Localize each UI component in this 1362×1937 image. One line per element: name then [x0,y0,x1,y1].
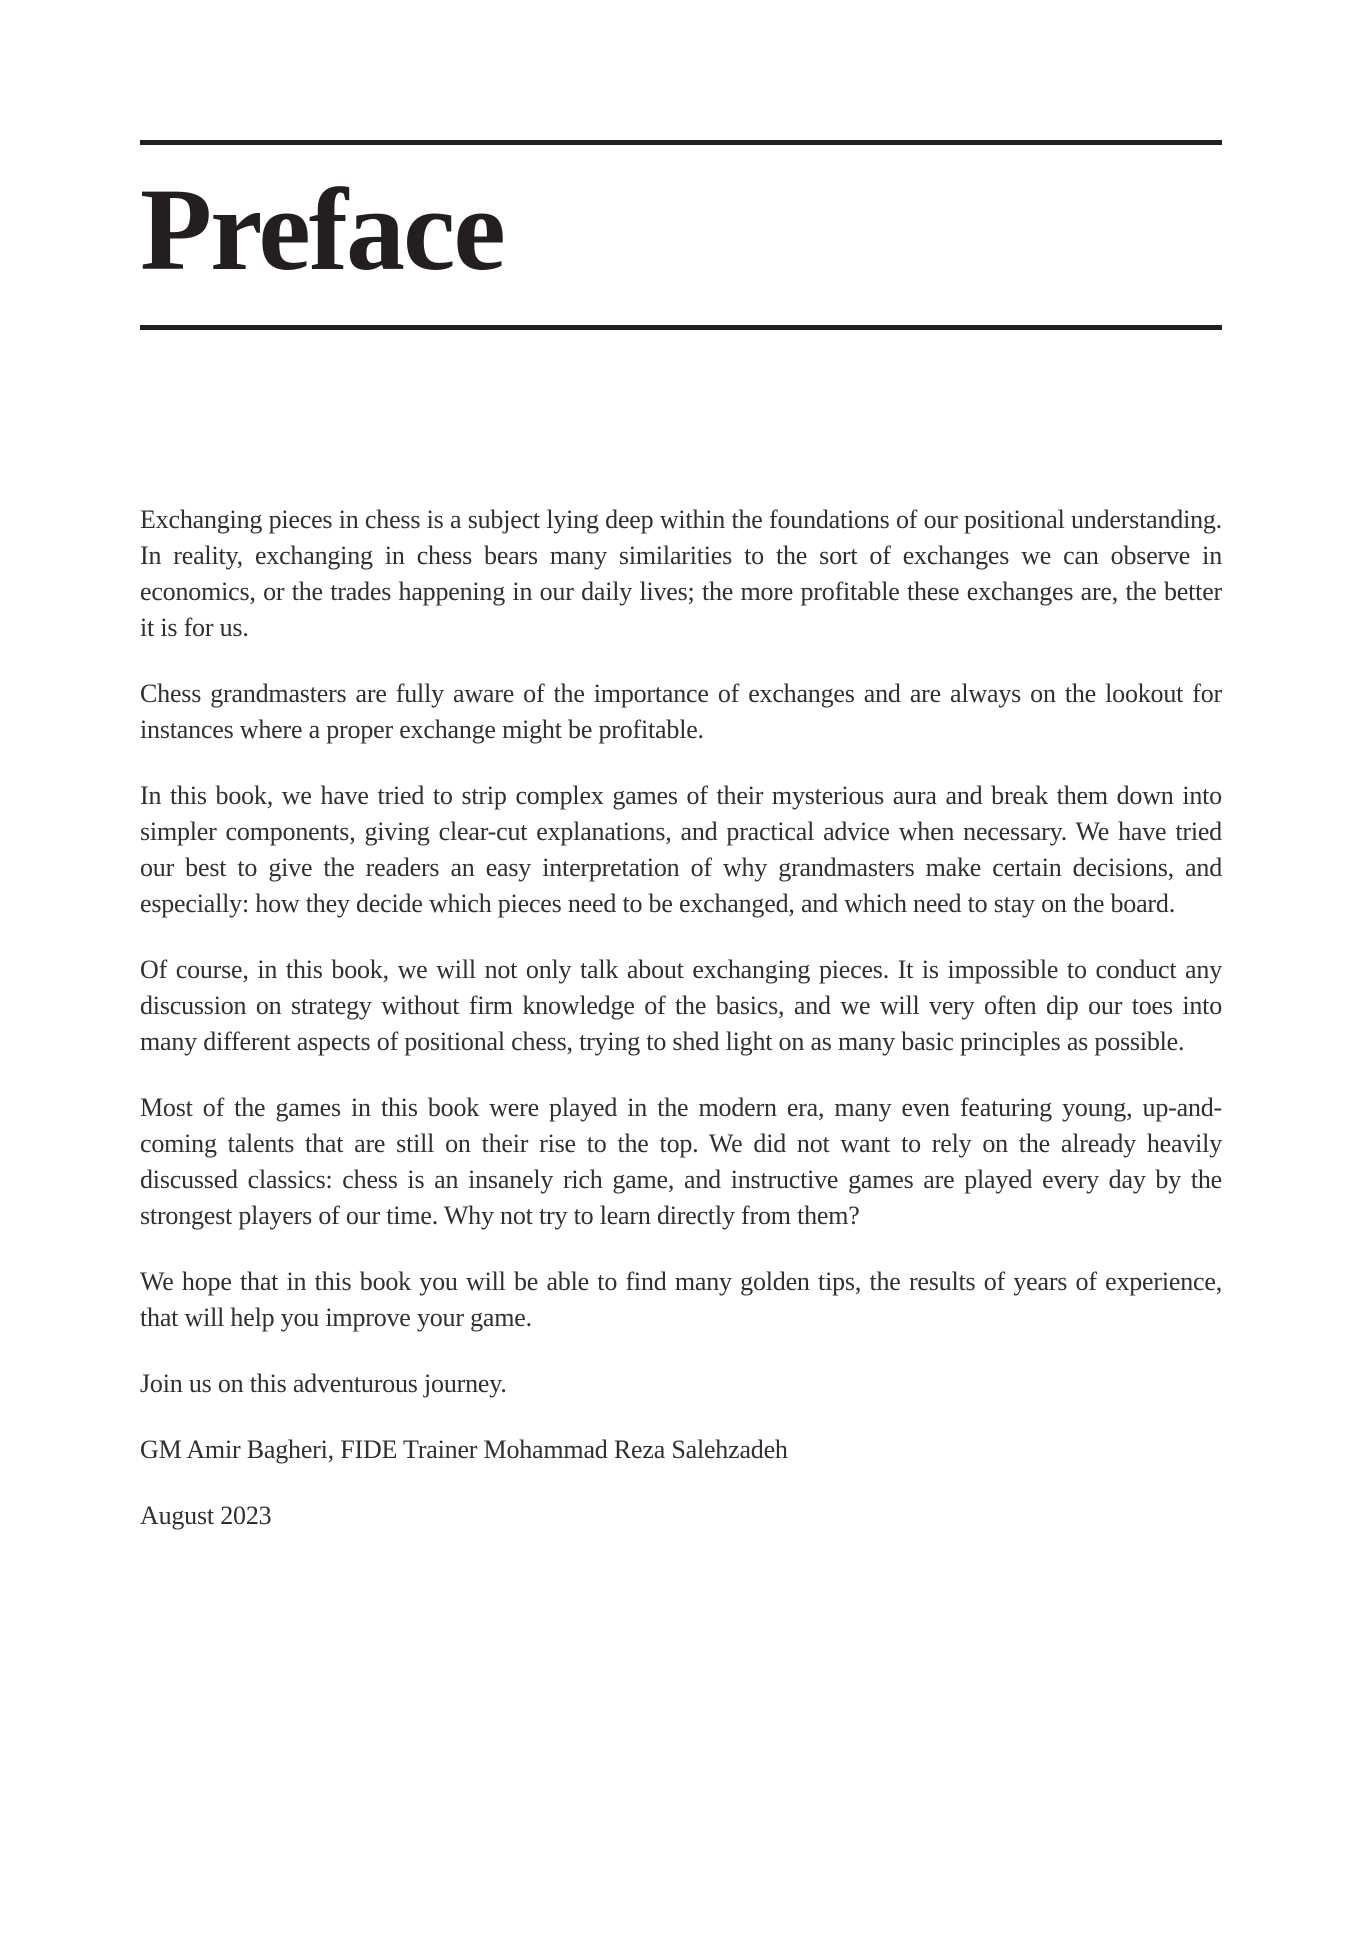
preface-paragraph: Join us on this adventurous journey. [140,1369,507,1398]
preface-paragraph: In this book, we have tried to strip complex games of their mysterious aura and break them down into simpler components, giving clear-cut explanations, and practical advice when necessary. We have tried our best to give the readers an easy interpretation of why grandmasters make certain decisions, and especially: how they decide which pieces need to be exchanged, and which need to stay on the board. [140,781,1222,918]
preface-paragraph: Most of the games in this book were played in the modern era, many even featuring young, up-and-coming talents that are still on their rise to the top. We did not want to rely on the already heavily discussed classics: chess is an insanely rich game, and instructive games are played every day by the strongest players of our time. Why not try to learn directly from them? [140,1093,1222,1230]
preface-paragraph: Of course, in this book, we will not only talk about exchanging pieces. It is impossible to conduct any discussion on strategy without firm knowledge of the basics, and we will very often dip our toes into many different aspects of positional chess, trying to shed light on as many basic principles as possible. [140,955,1222,1056]
preface-closing [140,1432,1222,1534]
preface-body [140,502,1222,1402]
preface-paragraph: Exchanging pieces in chess is a subject lying deep within the foundations of our positional understanding. In reality, exchanging in chess bears many similarities to the sort of exchanges we can observe in economics, or the trades happening in our daily lives; the more profitable these exchanges are, the better it is for us. [140,505,1222,642]
date-line: August 2023 [140,1501,272,1530]
preface-paragraph: We hope that in this book you will be able to find many golden tips, the results of years of experience, that will help you improve your game. [140,1267,1222,1332]
signature-line: GM Amir Bagheri, FIDE Trainer Mohammad Reza Salehzadeh [140,1435,788,1464]
page-title: Preface [140,164,504,295]
page-content [140,0,1222,1564]
title-rule-bottom [140,325,1222,330]
preface-paragraph: Chess grandmasters are fully aware of the importance of exchanges and are always on the lookout for instances where a proper exchange might be profitable. [140,679,1222,744]
